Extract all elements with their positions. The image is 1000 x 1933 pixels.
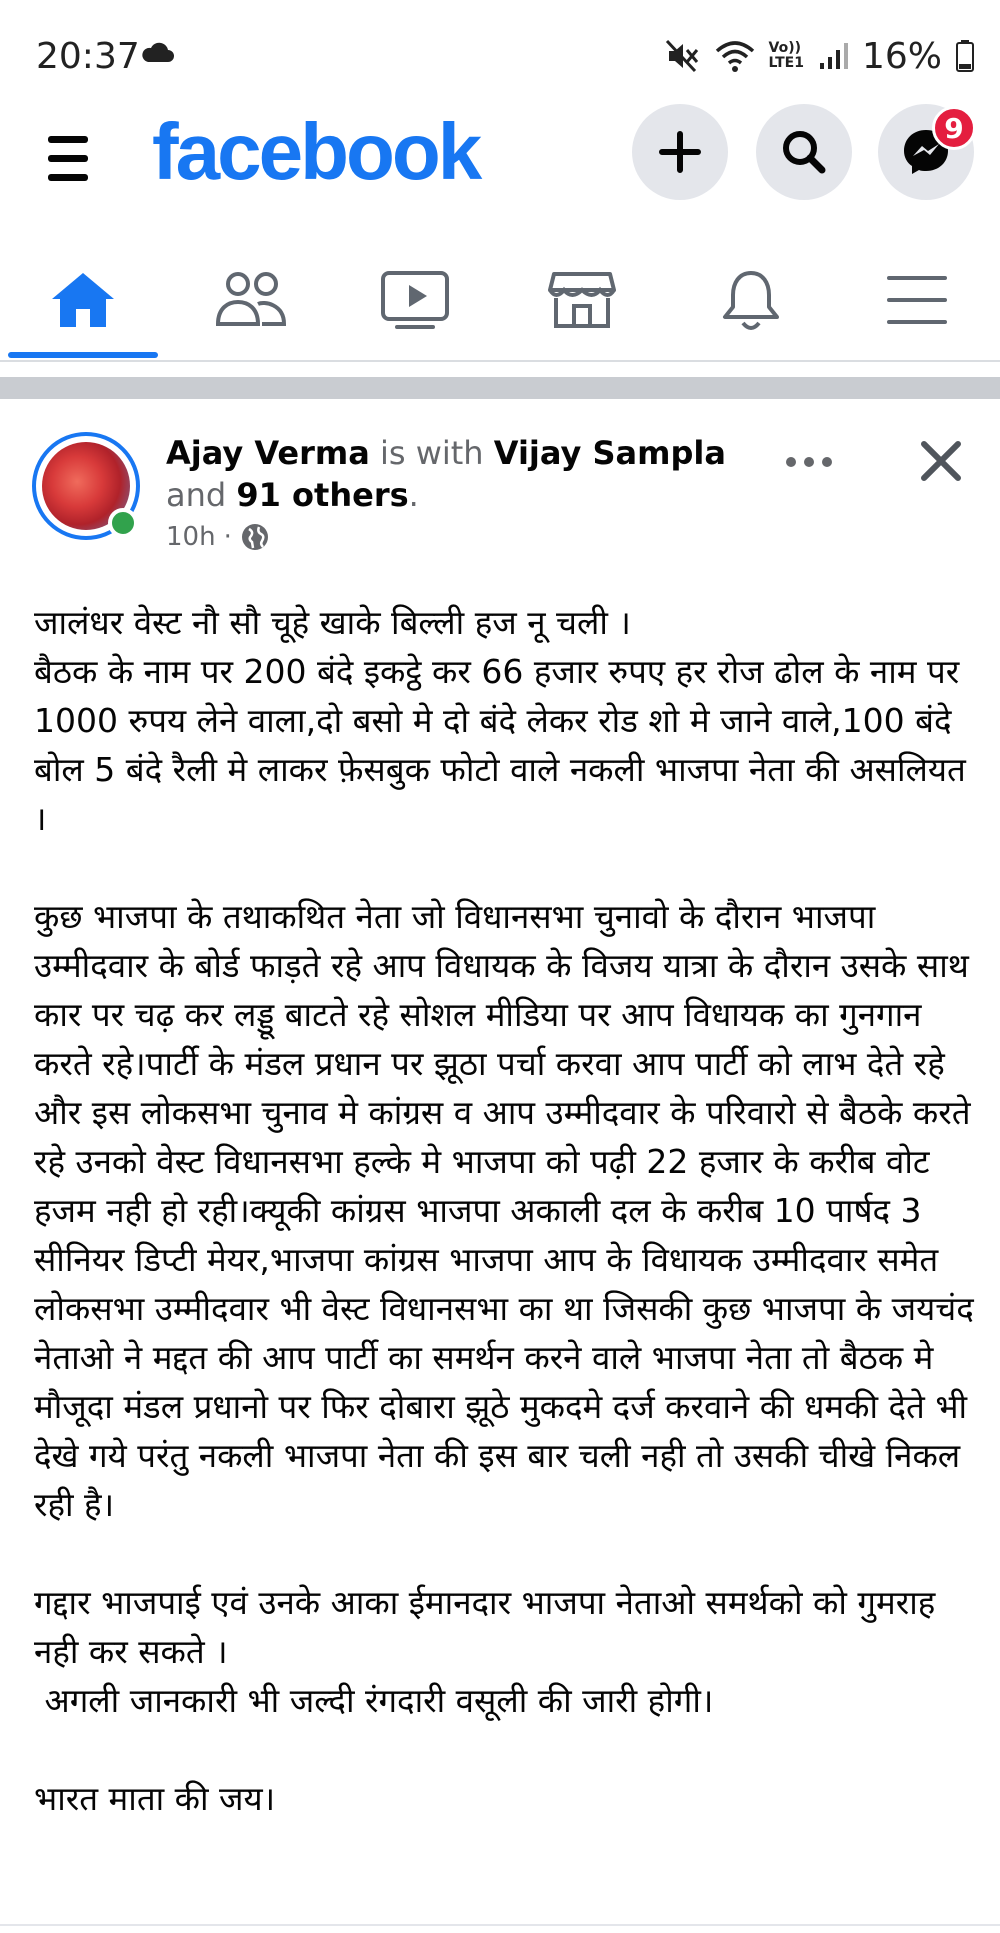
network-label-bottom: LTE1 <box>768 55 804 71</box>
tagged-person[interactable]: Vijay Sampla <box>493 434 726 472</box>
menu-icon <box>885 272 949 328</box>
cloud-icon <box>140 42 174 64</box>
post-author-line <box>166 432 756 516</box>
tab-friends[interactable] <box>196 260 306 340</box>
tagged-others[interactable]: 91 others <box>236 476 409 514</box>
status-time: 20:37 <box>36 36 140 77</box>
globe-icon <box>240 522 270 552</box>
post-text: जालंधर वेस्ट नौ सौ चूहे खाके बिल्ली हज नू चली । बैठक के नाम पर 200 बंदे इकट्ठे कर 66 हजार रुपए हर रोज ढोल के नाम पर 1000 रुपय लेने वाला,दो बसो मे दो बंदे लेकर रोड शो मे जाने वाले,100 बंदे बोल 5 बंदे रैली मे लाकर फ़ेसबुक फोटो वाले नकली भाजपा नेता की असलियत । कुछ भाजपा के तथाकथित नेता जो विधानसभा चुनावो के दौरान भाजपा उम्मीदवार के बोर्ड फाड़ते रहे आप विधायक के विजय यात्रा के दौरान उसके साथ कार पर चढ़ कर लड्डू बाटते रहे सोशल मीडिया पर आप विधायक का गुनगान करते रहे।पार्टी के मंडल प्रधान पर झूठा पर्चा करवा आप पार्टी को लाभ देते रहे और इस लोकसभा चुनाव मे कांग्रस व आप उम्मीदवार के परिवारो से बैठके करते रहे उनको वेस्ट विधानसभा हल्के मे भाजपा को पढ़ी 22 हजार के करीब वोट हजम नही हो रही।क्यूकी कांग्रस भाजपा अकाली दल के करीब 10 पार्षद 3 सीनियर डिप्टी मेयर,भाजपा कांग्रस भाजपा आप के विधायक उम्मीदवार समेत लोकसभा उम्मीदवार भी वेस्ट विधानसभा का था जिसकी कुछ भाजपा के जयचंद नेताओ ने मद्दत की आप पार्टी का समर्थन करने वाले भाजपा नेता तो बैठक मे मौजूदा मंडल प्रधानो पर फिर दोबारा झूठे मुकदमे दर्ज करवाने की धमकी देते भी देखे गये परंतु नकली भाजपा नेता की इस बार चली नही तो उसकी चीखे निकल रही है। गद्दार भाजपाई एवं उनके आका ईमानदार भाजपा नेताओ समर्थको को गुमराह नही कर सकते । अगली जानकारी भी जल्दी रंगदारी वसूली की जारी होगी। भारत माता की जय। <box>34 603 974 1818</box>
feed-separator <box>0 377 1000 399</box>
wifi-icon <box>715 39 755 73</box>
app-header <box>0 100 1000 230</box>
messenger-badge: 9 <box>932 106 976 150</box>
hamburger-menu-icon[interactable] <box>48 136 88 182</box>
post-time[interactable]: 10h <box>166 522 216 552</box>
meta-dot: · <box>223 522 232 552</box>
network-label <box>769 41 804 71</box>
bell-icon <box>719 267 783 333</box>
active-tab-indicator <box>8 352 158 358</box>
and-text: and <box>166 476 237 514</box>
tab-notifications[interactable] <box>696 260 806 340</box>
plus-icon <box>658 130 702 174</box>
marketplace-icon <box>546 268 618 332</box>
online-status-dot <box>108 508 138 538</box>
post-bottom-divider <box>0 1924 1000 1926</box>
with-text: is with <box>369 434 494 472</box>
close-icon[interactable] <box>918 438 964 484</box>
post-header <box>0 410 1000 570</box>
mute-icon <box>665 39 701 73</box>
search-icon <box>780 128 828 176</box>
home-icon <box>48 269 118 331</box>
battery-percent: 16% <box>861 35 942 77</box>
tab-watch[interactable] <box>360 260 470 340</box>
battery-icon <box>956 40 974 72</box>
search-button[interactable] <box>756 104 852 200</box>
post-meta <box>166 522 270 552</box>
tab-marketplace[interactable] <box>527 260 637 340</box>
create-button[interactable] <box>632 104 728 200</box>
friends-icon <box>214 268 288 332</box>
tab-home[interactable] <box>28 260 138 340</box>
status-icons <box>665 34 974 78</box>
period: . <box>408 476 419 514</box>
tab-menu[interactable] <box>862 260 972 340</box>
facebook-logo[interactable]: facebook <box>152 107 480 196</box>
network-label-top: Vo)) <box>768 40 801 56</box>
nav-tabs <box>0 240 1000 362</box>
more-options-icon[interactable] <box>786 452 840 472</box>
author-name[interactable]: Ajay Verma <box>166 434 370 472</box>
signal-icon <box>818 41 848 71</box>
watch-icon <box>379 269 451 331</box>
status-bar <box>0 0 1000 110</box>
